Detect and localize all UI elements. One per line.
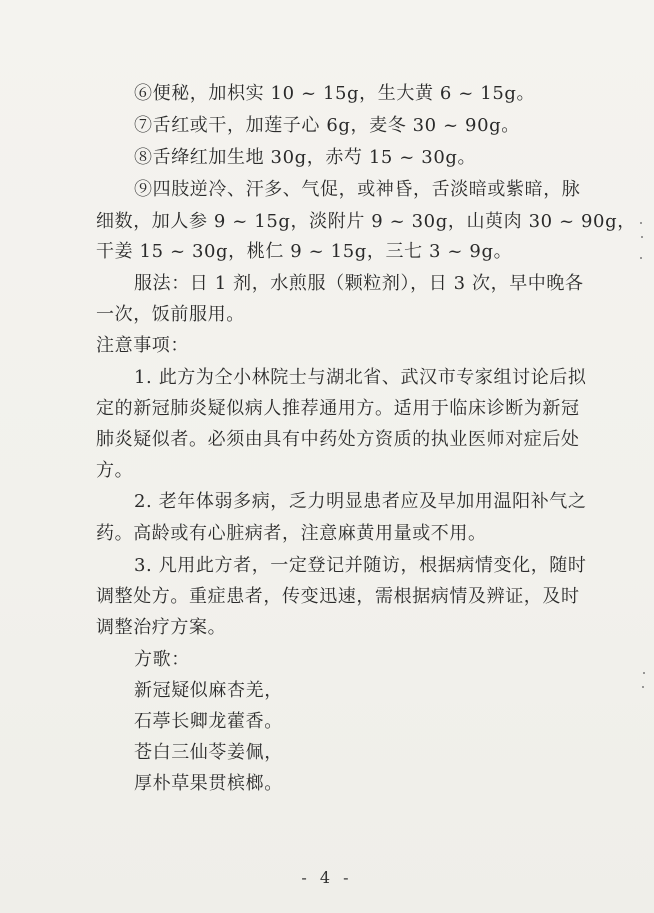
text-line: ⑧舌绛红加生地 30g，赤芍 15 ~ 30g。 [134,147,477,168]
text-line: 调整治疗方案。 [96,617,227,638]
section-heading: 注意事项： [96,335,189,356]
text-line: 药。高龄或有心脏病者，注意麻黄用量或不用。 [96,523,487,544]
text-line: 服法：日 1 剂，水煎服（颗粒剂），日 3 次，早中晚各 [134,273,584,294]
text-line: 肺炎疑似者。必须由具有中药处方资质的执业医师对症后处 [96,429,580,450]
verse-line: 苍白三仙苓姜佩， [134,742,283,763]
text-line: 3. 凡用此方者，一定登记并随访，根据病情变化，随时 [134,555,587,576]
text-line: ⑦舌红或干，加莲子心 6g，麦冬 30 ~ 90g。 [134,115,520,136]
scan-speck [642,686,644,688]
scan-speck [643,672,645,674]
verse-line: 石葶长卿龙藿香。 [134,711,283,732]
text-line: 1. 此方为仝小林院士与湖北省、武汉市专家组讨论后拟 [134,367,587,388]
page-number: - 4 - [301,868,353,887]
scan-speck [641,236,643,238]
verse-line: 厚朴草果贯槟榔。 [134,773,283,794]
text-line: ⑥便秘，加枳实 10 ~ 15g，生大黄 6 ~ 15g。 [134,83,536,104]
text-line: 2. 老年体弱多病，乏力明显患者应及早加用温阳补气之 [134,491,587,512]
text-line: 细数，加人参 9 ~ 15g，淡附片 9 ~ 30g，山萸肉 30 ~ 90g， [96,211,636,232]
text-line: ⑨四肢逆冷、汗多、气促，或神昏，舌淡暗或紫暗，脉 [134,179,581,200]
text-line: 方。 [96,460,134,481]
scan-speck [640,257,642,259]
text-line: 干姜 15 ~ 30g，桃仁 9 ~ 15g，三七 3 ~ 9g。 [96,241,513,262]
text-line: 定的新冠肺炎疑似病人推荐通用方。适用于临床诊断为新冠 [96,398,580,419]
text-line: 调整处方。重症患者，传变迅速，需根据病情及辨证，及时 [96,586,580,607]
verse-line: 新冠疑似麻杏羌， [134,680,283,701]
section-heading: 方歌： [134,649,190,670]
scan-speck [640,222,642,224]
text-line: 一次，饭前服用。 [96,304,245,325]
